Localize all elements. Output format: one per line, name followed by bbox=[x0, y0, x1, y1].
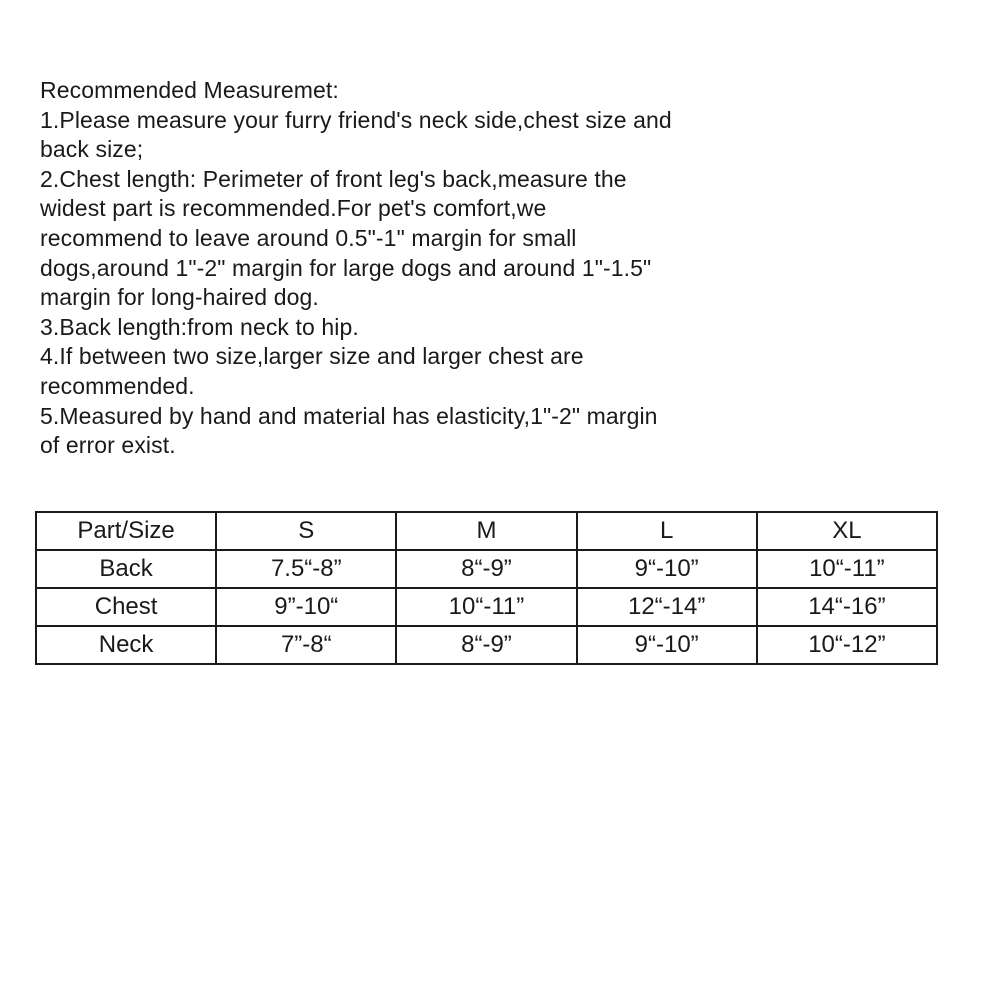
table-cell: 8“-9” bbox=[396, 550, 576, 588]
header-cell-l: L bbox=[577, 512, 757, 550]
row-label-back: Back bbox=[36, 550, 216, 588]
table-cell: 8“-9” bbox=[396, 626, 576, 664]
instruction-line: 2.Chest length: Perimeter of front leg's back,measure the bbox=[40, 165, 627, 192]
instructions-heading: Recommended Measuremet: bbox=[40, 77, 339, 103]
table-cell: 7.5“-8” bbox=[216, 550, 396, 588]
instruction-line: recommend to leave around 0.5"-1" margin for small bbox=[40, 224, 577, 251]
table-header-row bbox=[36, 512, 937, 550]
header-cell-xl: XL bbox=[757, 512, 937, 550]
row-label-neck: Neck bbox=[36, 626, 216, 664]
instruction-line: recommended. bbox=[40, 372, 195, 399]
table-row-back bbox=[36, 550, 937, 588]
instruction-line: 5.Measured by hand and material has elasticity,1"-2" margin bbox=[40, 402, 658, 429]
table-cell: 12“-14” bbox=[577, 588, 757, 626]
instruction-line: margin for long-haired dog. bbox=[40, 284, 319, 311]
instruction-line: widest part is recommended.For pet's comfort,we bbox=[40, 195, 547, 222]
table-cell: 7”-8“ bbox=[216, 626, 396, 664]
size-chart-table bbox=[35, 511, 938, 665]
table-cell: 9“-10” bbox=[577, 550, 757, 588]
header-cell-m: M bbox=[396, 512, 576, 550]
instruction-line: 1.Please measure your furry friend's neck side,chest size and bbox=[40, 106, 672, 133]
instruction-line: dogs,around 1"-2" margin for large dogs and around 1"-1.5" bbox=[40, 254, 652, 281]
instruction-line: 3.Back length:from neck to hip. bbox=[40, 313, 359, 340]
instruction-line: back size; bbox=[40, 136, 144, 163]
row-label-chest: Chest bbox=[36, 588, 216, 626]
table-cell: 10“-12” bbox=[757, 626, 937, 664]
instruction-line: of error exist. bbox=[40, 432, 176, 459]
measurement-instructions bbox=[40, 76, 760, 461]
table-cell: 14“-16” bbox=[757, 588, 937, 626]
header-cell-part-size: Part/Size bbox=[36, 512, 216, 550]
table-row-neck bbox=[36, 626, 937, 664]
table-row-chest bbox=[36, 588, 937, 626]
table-cell: 9“-10” bbox=[577, 626, 757, 664]
table-cell: 10“-11” bbox=[757, 550, 937, 588]
header-cell-s: S bbox=[216, 512, 396, 550]
table-cell: 10“-11” bbox=[396, 588, 576, 626]
table-cell: 9”-10“ bbox=[216, 588, 396, 626]
instruction-line: 4.If between two size,larger size and larger chest are bbox=[40, 343, 584, 370]
